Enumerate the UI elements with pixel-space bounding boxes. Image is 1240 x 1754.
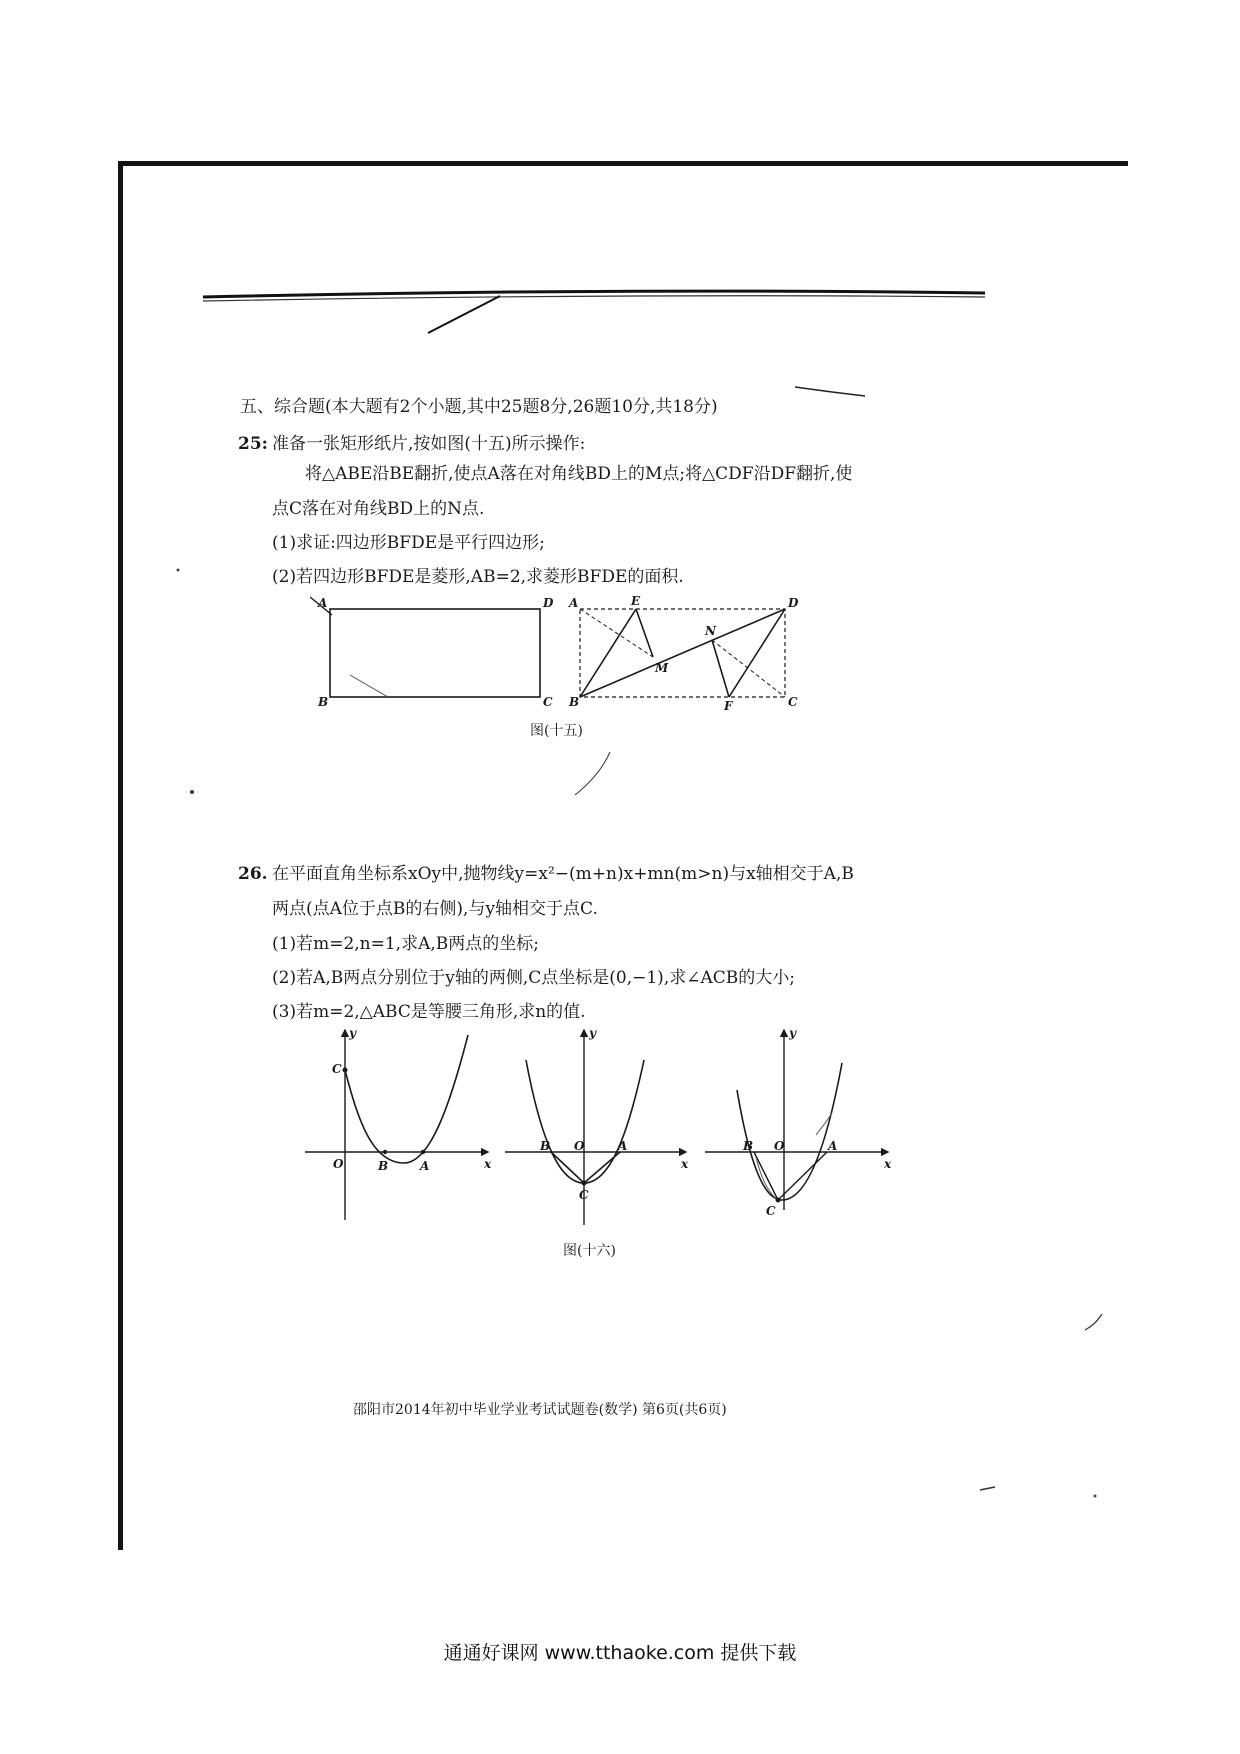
figure-15-right-label-c: C [788,695,798,709]
graph-3-segment-ac [778,1152,827,1200]
figure-15-left-rectangle [330,609,540,697]
problem-26-question-2: (2)若A,B两点分别位于y轴的两侧,C点坐标是(0,−1),求∠ACB的大小; [272,968,795,988]
graph-2-label-y: y [589,1026,596,1040]
graph-1-label-c: C [332,1062,342,1076]
section-heading: 五、综合题(本大题有2个小题,其中25题8分,26题10分,共18分) [240,397,718,417]
graph-3-segment-bc [754,1152,778,1200]
figure-15-left-faint-line [350,675,388,697]
graph-2-label-c: C [579,1188,589,1202]
problem-25-number: 25: [238,434,268,454]
graph-2-label-a: A [618,1139,628,1153]
graph-3-label-y: y [789,1026,796,1040]
graph-3-label-c: C [766,1204,776,1218]
graph-2-label-o: O [574,1139,585,1153]
problem-26-question-1: (1)若m=2,n=1,求A,B两点的坐标; [272,934,539,954]
graph-1-label-x: x [484,1157,492,1171]
graph-3-label-a: A [828,1139,838,1153]
graph-1-label-y: y [349,1026,356,1040]
figure-15-right-label-m: M [655,661,669,675]
figure-16-graph-3 [705,1026,892,1218]
figure-15-segment-be [580,609,636,697]
figure-15-right-label-f: F [724,699,733,713]
graph-1-point-c [343,1068,348,1073]
figure-15-right-label-d: D [788,596,799,610]
figure-16 [300,1025,910,1245]
figure-16-graph-1 [305,1026,492,1220]
figure-15-right-label-e: E [631,595,641,608]
figure-15-right-label-b: B [569,695,580,709]
graph-2-parabola [526,1060,644,1183]
graph-3-label-o: O [774,1139,785,1153]
graph-1-point-a [421,1150,425,1154]
figure-15-diagonal-bd [580,609,785,697]
problem-26-line-2: 两点(点A位于点B的右侧),与y轴相交于点C. [272,899,598,919]
graph-2-segment-bc [551,1152,584,1183]
graph-3-point-c [776,1198,781,1203]
graph-1-label-a: A [420,1159,430,1173]
problem-25-question-2: (2)若四边形BFDE是菱形,AB=2,求菱形BFDE的面积. [272,567,684,587]
graph-1-parabola [345,1035,468,1163]
graph-3-label-b: B [743,1139,754,1153]
figure-15-fold-am [580,609,653,657]
figure-15-caption: 图(十五) [530,723,583,739]
figure-15-segment-nf [712,640,729,697]
problem-25-stem: 准备一张矩形纸片,按如图(十五)所示操作: [272,434,586,454]
figure-15 [310,595,820,715]
figure-15-segment-fd [729,609,785,697]
problem-25-body-line-1: 将△ABE沿BE翻折,使点A落在对角线BD上的M点;将△CDF沿DF翻折,使 [305,464,853,484]
figure-15-left-label-c: C [543,695,553,709]
problem-25-question-1: (1)求证:四边形BFDE是平行四边形; [272,533,545,553]
figure-16-graph-2 [505,1026,689,1225]
figure-15-right-label-a: A [569,596,579,610]
graph-1-label-b: B [378,1159,389,1173]
figure-15-left-label-a: A [318,596,328,610]
graph-1-point-b [383,1150,387,1154]
figure-15-left-label-d: D [543,596,554,610]
graph-2-point-c [582,1181,587,1186]
watermark-text: 通通好课网 www.tthaoke.com 提供下载 [443,1642,797,1664]
graph-3-scribble [756,1113,832,1200]
graph-1-label-o: O [333,1157,344,1171]
graph-2-segment-ac [584,1152,620,1183]
problem-26-question-3: (3)若m=2,△ABC是等腰三角形,求n的值. [272,1002,586,1022]
page-footer: 邵阳市2014年初中毕业学业考试试题卷(数学) 第6页(共6页) [353,1402,727,1418]
graph-2-label-x: x [681,1157,689,1171]
graph-3-parabola [737,1063,842,1200]
problem-25-body-line-2: 点C落在对角线BD上的N点. [272,499,485,519]
figure-16-caption: 图(十六) [563,1243,616,1259]
graph-2-label-b: B [540,1139,551,1153]
problem-26-line-1: 在平面直角坐标系xOy中,抛物线y=x²−(m+n)x+mn(m>n)与x轴相交于A,B [272,864,854,884]
problem-26-number: 26. [238,864,268,884]
figure-15-fold-nc [712,640,785,697]
figure-15-right-label-n: N [705,624,716,638]
figure-15-segment-em [636,609,653,657]
graph-3-label-x: x [884,1157,892,1171]
figure-15-left-label-b: B [318,695,329,709]
